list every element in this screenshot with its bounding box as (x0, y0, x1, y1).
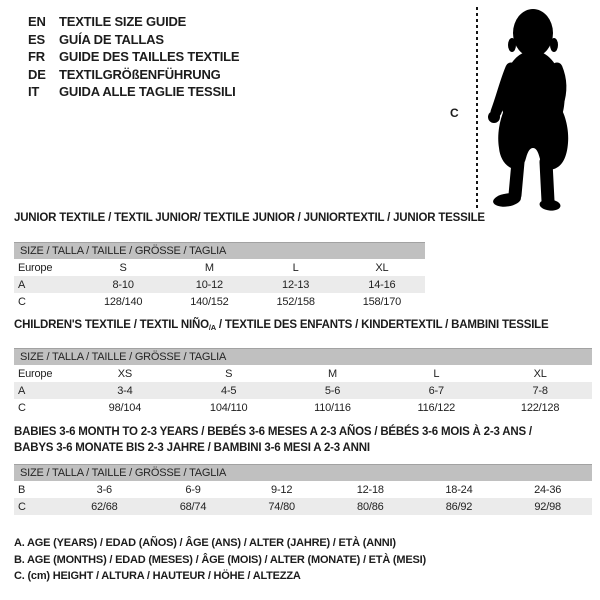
footnote-b: B. AGE (MONTHS) / EDAD (MESES) / ÂGE (MOIS) / ALTER (MONATE) / ETÀ (MESI) (14, 553, 426, 566)
height-measure-dashed-line (476, 7, 478, 209)
size-cell: 18-24 (445, 483, 473, 496)
size-cell: 128/140 (103, 295, 143, 308)
junior-size-header: SIZE / TALLA / TAILLE / GRÖSSE / TAGLIA (14, 242, 425, 259)
size-cell: S (119, 261, 127, 274)
size-cell: M (328, 367, 337, 380)
children-size-table (14, 365, 592, 416)
language-label: GUIDE DES TAILLES TEXTILE (59, 49, 240, 64)
language-code: IT (28, 84, 40, 99)
row-label: C (18, 295, 26, 308)
size-table-row (14, 481, 592, 498)
size-cell: 3-6 (96, 483, 112, 496)
size-cell: M (204, 261, 214, 274)
size-cell: 3-4 (117, 384, 133, 397)
language-row-es (28, 31, 239, 49)
language-label: GUIDA ALLE TAGLIE TESSILI (59, 84, 236, 99)
size-cell: 9-12 (271, 483, 293, 496)
footnote-c: C. (cm) HEIGHT / ALTURA / HAUTEUR / HÖHE / ALTEZZA (14, 570, 301, 582)
size-cell: 80/86 (357, 500, 384, 513)
row-label: Europe (18, 367, 53, 380)
size-cell: L (292, 261, 299, 274)
size-cell: 152/158 (276, 295, 315, 308)
size-cell: L (433, 367, 440, 380)
size-cell: XS (117, 367, 133, 380)
size-cell: 24-36 (534, 483, 562, 496)
babies-title-line2: BABYS 3-6 MONATE BIS 2-3 JAHRE / BAMBINI 3-6 MESI A 2-3 ANNI (14, 442, 370, 454)
language-row-it (28, 83, 239, 101)
size-cell: 116/122 (417, 401, 456, 414)
footnotes (14, 535, 426, 585)
size-cell: 104/110 (209, 401, 248, 414)
height-marker-label: C (450, 106, 459, 120)
babies-size-header: SIZE / TALLA / TAILLE / GRÖSSE / TAGLIA (14, 464, 592, 481)
children-title-subscript: /A (208, 323, 216, 332)
size-table-row (14, 365, 592, 382)
size-cell: 110/116 (314, 401, 351, 414)
baby-silhouette-icon (487, 4, 579, 212)
row-label: C (18, 500, 26, 513)
language-row-de (28, 66, 239, 84)
size-cell: 158/170 (362, 295, 402, 308)
language-list (28, 13, 239, 101)
size-cell: 92/98 (534, 500, 561, 513)
size-table-row (14, 382, 592, 399)
size-cell: 12-13 (282, 278, 310, 291)
size-cell: 74/80 (268, 500, 295, 513)
size-cell: 6-7 (428, 384, 444, 397)
size-cell: 98/104 (108, 401, 142, 414)
language-row-en (28, 13, 239, 31)
row-label: A (18, 278, 26, 291)
babies-title-line1: BABIES 3-6 MONTH TO 2-3 YEARS / BEBÉS 3-6 MESES A 2-3 AÑOS / BÉBÉS 3-6 MOIS À 2-3 ANS / (14, 426, 532, 438)
size-cell: 4-5 (221, 384, 237, 397)
babies-table-title (14, 424, 589, 456)
size-cell: 5-6 (324, 384, 341, 397)
size-cell: 68/74 (179, 500, 207, 513)
language-label: GUÍA DE TALLAS (59, 31, 164, 47)
size-cell: 8-10 (112, 278, 134, 291)
language-code: DE (28, 66, 46, 82)
language-label: TEXTILGRÖßENFÜHRUNG (59, 66, 221, 82)
size-cell: 12-18 (356, 483, 384, 496)
size-cell: 14-16 (368, 278, 396, 291)
size-table-row (14, 399, 592, 416)
children-title-prefix: CHILDREN'S TEXTILE / TEXTIL NIÑO (14, 319, 209, 331)
children-table-title (14, 319, 548, 332)
row-label: Europe (18, 261, 53, 274)
row-label: A (18, 384, 26, 397)
size-table-row (14, 293, 425, 310)
size-cell: XL (375, 261, 389, 274)
size-cell: 6-9 (185, 483, 201, 496)
size-table-row (14, 498, 592, 515)
size-table-row (14, 259, 425, 276)
size-cell: 86/92 (445, 500, 473, 513)
language-code: FR (28, 49, 45, 64)
size-cell: 10-12 (195, 278, 223, 291)
junior-table-title: JUNIOR TEXTILE / TEXTIL JUNIOR/ TEXTILE JUNIOR / JUNIORTEXTIL / JUNIOR TESSILE (14, 212, 485, 224)
children-size-header: SIZE / TALLA / TAILLE / GRÖSSE / TAGLIA (14, 348, 592, 365)
size-cell: 122/128 (520, 401, 560, 414)
children-title-suffix: / TEXTILE DES ENFANTS / KINDERTEXTIL / BAMBINI TESSILE (215, 319, 549, 331)
size-cell: 62/68 (91, 500, 118, 513)
language-code: ES (28, 31, 45, 47)
row-label: B (18, 483, 26, 496)
size-cell: XL (533, 367, 547, 380)
babies-size-table (14, 481, 592, 515)
size-cell: S (225, 367, 233, 380)
size-cell: 7-8 (532, 384, 548, 397)
language-row-fr (28, 48, 239, 66)
size-cell: 140/152 (190, 295, 229, 308)
language-code: EN (28, 14, 46, 29)
junior-size-table (14, 259, 425, 310)
footnote-a: A. AGE (YEARS) / EDAD (AÑOS) / ÂGE (ANS) / ALTER (JAHRE) / ETÀ (ANNI) (14, 537, 396, 549)
row-label: C (18, 401, 26, 414)
language-label: TEXTILE SIZE GUIDE (59, 14, 187, 29)
size-table-row (14, 276, 425, 293)
